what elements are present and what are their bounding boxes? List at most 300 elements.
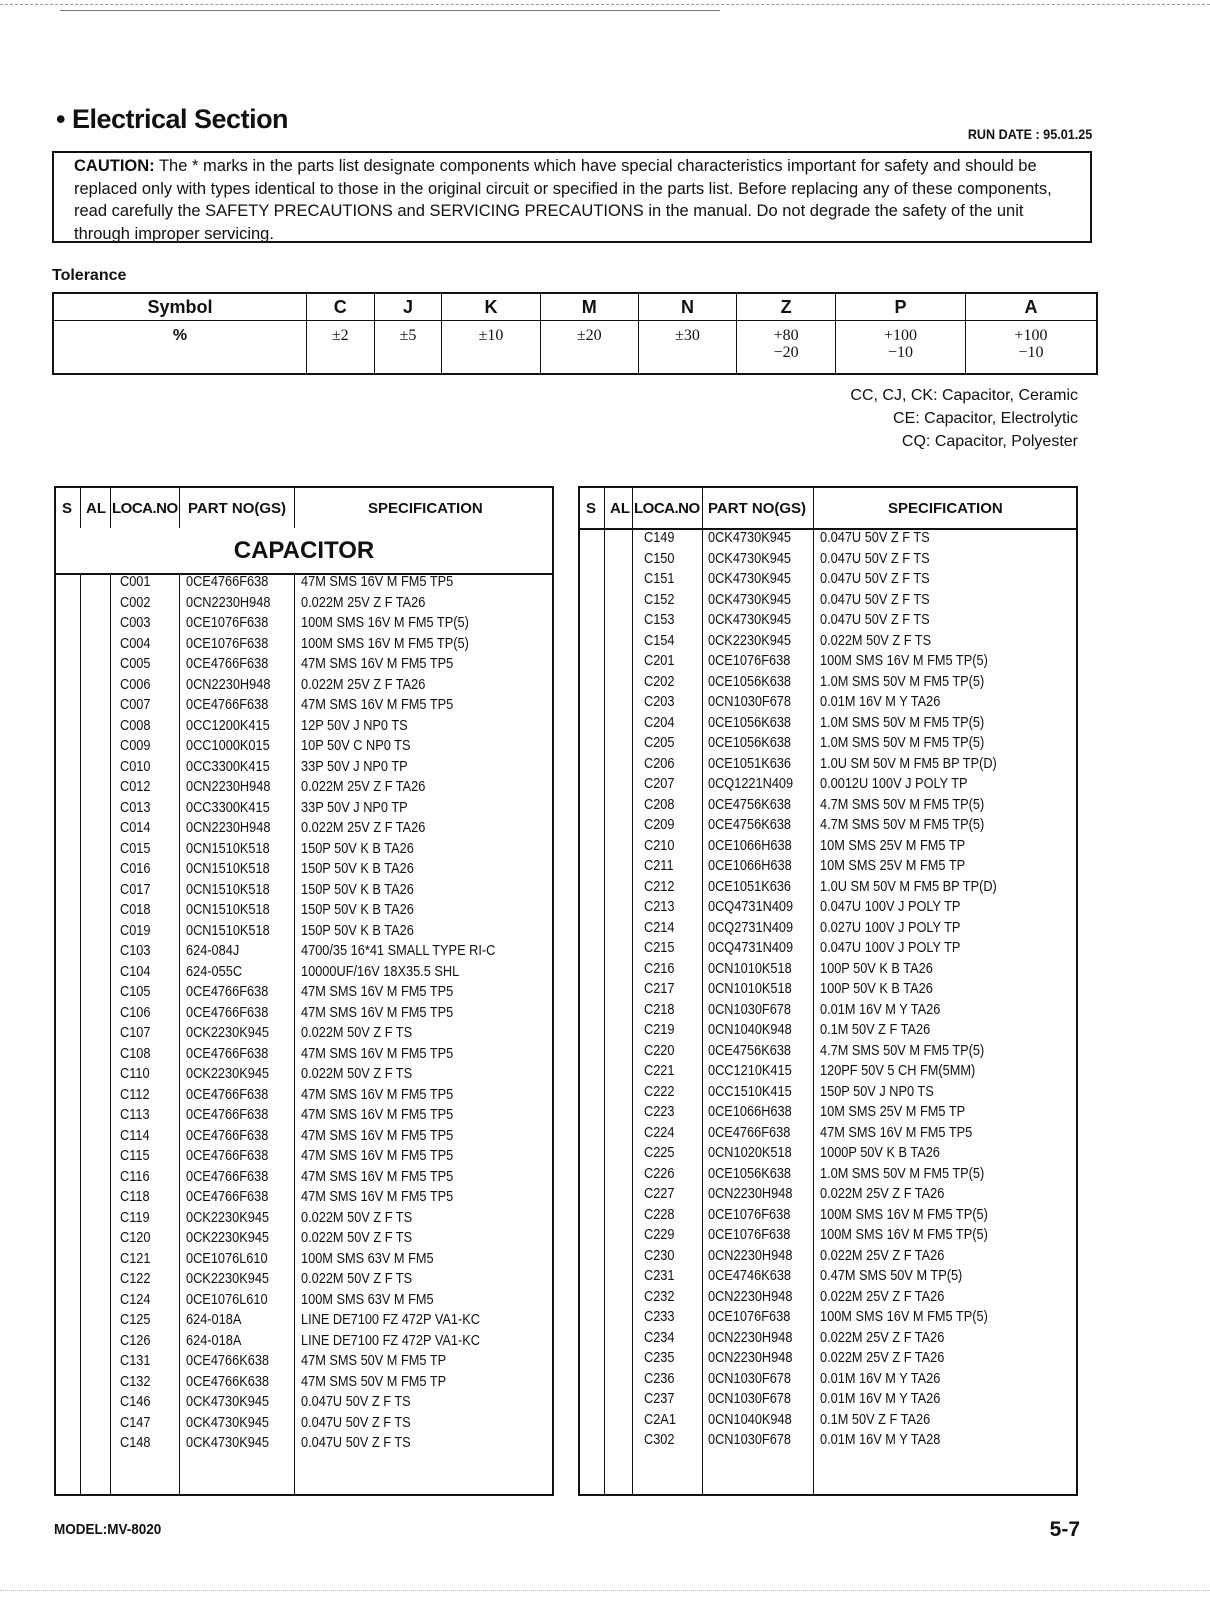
table-row	[56, 1292, 552, 1313]
specification-cell: 0.1M 50V Z F TA26	[820, 1022, 931, 1038]
tolerance-value-cell: ±5	[374, 321, 442, 375]
part-no-cell: 0CE1076F638	[708, 1309, 791, 1325]
loca-no-cell: C214	[644, 919, 675, 936]
specification-cell: 47M SMS 16V M FM5 TP5	[301, 697, 454, 713]
table-row	[56, 1087, 552, 1108]
header-specification: SPECIFICATION	[368, 500, 483, 517]
loca-no-cell: C113	[120, 1107, 150, 1123]
loca-no-cell: C112	[120, 1086, 150, 1103]
part-no-cell: 0CE4766F638	[186, 1148, 269, 1164]
tolerance-header-cell: P	[836, 293, 966, 321]
loca-no-cell: C236	[644, 1370, 675, 1387]
table-row	[580, 899, 1076, 920]
part-no-cell: 0CK4730K945	[708, 612, 792, 628]
part-no-cell: 0CN2230H948	[708, 1329, 793, 1346]
loca-no-cell: C005	[120, 656, 151, 672]
specification-cell: 47M SMS 16V M FM5 TP5	[301, 1127, 454, 1144]
table-row	[580, 1268, 1076, 1289]
specification-cell: LINE DE7100 FZ 472P VA1-KC	[301, 1312, 480, 1328]
part-no-cell: 0CK2230K945	[186, 1066, 270, 1082]
loca-no-cell: C015	[120, 840, 151, 857]
part-no-cell: 0CN1020K518	[708, 1145, 792, 1161]
loca-no-cell: C105	[120, 984, 151, 1000]
part-no-cell: 0CE4756K638	[708, 796, 792, 813]
part-no-cell: 0CN1030F678	[708, 1370, 792, 1387]
loca-no-cell: C222	[644, 1083, 675, 1100]
part-no-cell: 0CQ2731N409	[708, 919, 794, 936]
loca-no-cell: C148	[120, 1435, 151, 1451]
tolerance-header-cell: M	[540, 293, 638, 321]
legend-line: CQ: Capacitor, Polyester	[901, 433, 1078, 450]
part-no-cell: 0CN1510K518	[186, 840, 270, 857]
table-row	[56, 656, 552, 677]
legend-line: CC, CJ, CK: Capacitor, Ceramic	[850, 387, 1078, 404]
specification-cell: 0.047U 50V Z F TS	[820, 530, 930, 546]
specification-cell: 100P 50V K B TA26	[820, 981, 933, 997]
part-no-cell: 0CN1510K518	[186, 902, 270, 918]
part-no-cell: 0CN1040K948	[708, 1022, 792, 1038]
table-row	[56, 1210, 552, 1231]
specification-cell: 0.022M 25V Z F TA26	[820, 1350, 945, 1366]
loca-no-cell: C209	[644, 817, 675, 833]
tolerance-table	[52, 292, 1098, 375]
part-no-cell: 0CE4766F638	[186, 656, 269, 672]
loca-no-cell: C006	[120, 676, 151, 693]
table-row	[56, 1189, 552, 1210]
specification-cell: 10M SMS 25V M FM5 TP	[820, 1104, 966, 1120]
table-row	[580, 1022, 1076, 1043]
specification-cell: 100M SMS 16V M FM5 TP(5)	[301, 615, 469, 631]
loca-no-cell: C225	[644, 1145, 675, 1161]
part-no-cell: 0CE1076F638	[708, 653, 791, 669]
loca-no-cell: C110	[120, 1066, 150, 1082]
specification-cell: 1.0M SMS 50V M FM5 TP(5)	[820, 714, 985, 731]
table-row	[56, 1046, 552, 1067]
part-no-cell: 0CN2230H948	[186, 676, 271, 693]
table-row	[56, 1374, 552, 1395]
part-no-cell: 0CE4766F638	[186, 1045, 269, 1062]
part-no-cell: 0CC1210K415	[708, 1063, 792, 1079]
loca-no-cell: C120	[120, 1230, 151, 1246]
part-no-cell: 0CC1200K415	[186, 717, 270, 734]
loca-no-cell: C014	[120, 820, 151, 836]
loca-no-cell: C212	[644, 878, 675, 895]
part-no-cell: 624-084J	[186, 943, 240, 959]
specification-cell: 33P 50V J NP0 TP	[301, 758, 408, 775]
part-no-cell: 0CE4766K638	[186, 1353, 270, 1369]
table-row	[56, 841, 552, 862]
table-header	[56, 488, 552, 530]
loca-no-cell: C108	[120, 1045, 151, 1062]
part-no-cell: 0CN2230H948	[186, 820, 271, 836]
loca-no-cell: C232	[644, 1288, 675, 1305]
header-loca-no: LOCA.NO	[634, 500, 700, 517]
table-row	[56, 738, 552, 759]
loca-no-cell: C125	[120, 1312, 151, 1328]
tolerance-value-row	[53, 321, 1097, 375]
loca-no-cell: C149	[644, 530, 675, 546]
specification-cell: 150P 50V K B TA26	[301, 881, 414, 898]
specification-cell: 47M SMS 16V M FM5 TP5	[301, 1045, 454, 1062]
specification-cell: 47M SMS 50V M FM5 TP	[301, 1353, 447, 1369]
loca-no-cell: C017	[120, 881, 151, 898]
part-no-cell: 0CK4730K945	[708, 571, 792, 587]
table-row	[580, 694, 1076, 715]
specification-cell: 0.022M 25V Z F TA26	[301, 820, 426, 836]
table-row	[580, 1371, 1076, 1392]
loca-no-cell: C104	[120, 963, 151, 980]
page-number: 5-7	[1049, 1518, 1080, 1541]
table-row	[56, 820, 552, 841]
table-row	[580, 1309, 1076, 1330]
table-row	[56, 1394, 552, 1415]
loca-no-cell: C229	[644, 1227, 675, 1243]
table-row	[56, 902, 552, 923]
parts-table-left	[54, 486, 554, 1496]
bottom-border-line	[0, 1590, 1210, 1591]
specification-cell: 0.022M 25V Z F TA26	[301, 676, 426, 693]
part-no-cell: 0CE4766F638	[186, 697, 269, 713]
loca-no-cell: C132	[120, 1373, 151, 1390]
part-no-cell: 0CE1056K638	[708, 1165, 792, 1182]
part-no-cell: 0CN1010K518	[708, 960, 792, 977]
loca-no-cell: C003	[120, 615, 151, 631]
tolerance-header-cell: J	[374, 293, 442, 321]
specification-cell: 0.047U 50V Z F TS	[820, 612, 930, 628]
specification-cell: 0.047U 100V J POLY TP	[820, 940, 961, 956]
header-al: AL	[86, 500, 106, 517]
table-row	[56, 1271, 552, 1292]
specification-cell: 33P 50V J NP0 TP	[301, 799, 408, 816]
loca-no-cell: C206	[644, 755, 675, 772]
specification-cell: 47M SMS 16V M FM5 TP5	[301, 984, 454, 1000]
specification-cell: 0.022M 25V Z F TA26	[820, 1186, 945, 1202]
specification-cell: 10M SMS 25V M FM5 TP	[820, 837, 966, 854]
part-no-cell: 0CK4730K945	[708, 550, 792, 567]
table-row	[580, 1002, 1076, 1023]
loca-no-cell: C001	[120, 574, 151, 590]
table-row	[580, 1043, 1076, 1064]
loca-no-cell: C002	[120, 594, 151, 611]
table-row	[580, 1391, 1076, 1412]
table-row	[56, 1333, 552, 1354]
loca-no-cell: C226	[644, 1165, 675, 1182]
part-no-cell: 0CE1076L610	[186, 1291, 268, 1308]
specification-cell: 0.047U 100V J POLY TP	[820, 899, 961, 915]
specification-cell: 100M SMS 16V M FM5 TP(5)	[820, 1227, 988, 1243]
part-no-cell: 0CK2230K945	[708, 632, 792, 649]
table-row	[580, 1227, 1076, 1248]
part-no-cell: 0CE1076F638	[708, 1206, 791, 1223]
tolerance-value-cell: +80 −20	[737, 321, 836, 375]
specification-cell: 12P 50V J NP0 TS	[301, 717, 408, 734]
table-row	[580, 858, 1076, 879]
tolerance-label: Tolerance	[52, 267, 127, 284]
table-row	[56, 861, 552, 882]
specification-cell: 1000P 50V K B TA26	[820, 1145, 940, 1161]
table-row	[580, 1166, 1076, 1187]
specification-cell: 0.027U 100V J POLY TP	[820, 919, 961, 936]
specification-cell: 0.047U 50V Z F TS	[820, 591, 930, 608]
capacitor-section-title: CAPACITOR	[56, 528, 552, 575]
loca-no-cell: C009	[120, 738, 151, 754]
part-no-cell: 0CK2230K945	[186, 1230, 270, 1246]
specification-cell: 120PF 50V 5 CH FM(5MM)	[820, 1063, 976, 1079]
loca-no-cell: C217	[644, 981, 675, 997]
table-row	[580, 1207, 1076, 1228]
specification-cell: 47M SMS 16V M FM5 TP5	[301, 1107, 454, 1123]
part-no-cell: 0CK2230K945	[186, 1271, 270, 1287]
specification-cell: 0.01M 16V M Y TA26	[820, 1001, 941, 1018]
loca-no-cell: C210	[644, 837, 675, 854]
footer-model: MODEL:MV-8020	[54, 1521, 162, 1538]
specification-cell: 100M SMS 16V M FM5 TP(5)	[820, 1206, 988, 1223]
specification-cell: 0.022M 50V Z F TS	[820, 632, 932, 649]
part-no-cell: 0CN2230H948	[186, 779, 271, 795]
loca-no-cell: C302	[644, 1432, 675, 1448]
header-part-no: PART NO(GS)	[708, 500, 807, 517]
specification-cell: 47M SMS 16V M FM5 TP5	[301, 1189, 454, 1205]
specification-cell: 100M SMS 16V M FM5 TP(5)	[820, 653, 988, 669]
loca-no-cell: C208	[644, 796, 675, 813]
specification-cell: 0.022M 50V Z F TS	[301, 1230, 413, 1246]
table-row	[56, 697, 552, 718]
part-no-cell: 0CN1030F678	[708, 1391, 792, 1407]
top-border-line	[0, 4, 1210, 5]
specification-cell: 47M SMS 16V M FM5 TP5	[301, 574, 454, 590]
specification-cell: 1.0M SMS 50V M FM5 TP(5)	[820, 1165, 985, 1182]
loca-no-cell: C223	[644, 1104, 675, 1120]
table-row	[56, 923, 552, 944]
table-header	[580, 488, 1076, 530]
table-row	[56, 574, 552, 595]
part-no-cell: 0CE1066H638	[708, 837, 792, 854]
specification-cell: 0.47M SMS 50V M TP(5)	[820, 1268, 963, 1284]
specification-cell: 4.7M SMS 50V M FM5 TP(5)	[820, 1042, 985, 1059]
table-row	[580, 653, 1076, 674]
header-loca-no: LOCA.NO	[112, 500, 178, 517]
specification-cell: 0.022M 25V Z F TA26	[820, 1247, 945, 1264]
loca-no-cell: C234	[644, 1329, 675, 1346]
tolerance-header-row	[53, 293, 1097, 321]
loca-no-cell: C146	[120, 1394, 151, 1410]
header-s: S	[586, 500, 597, 517]
table-row	[580, 961, 1076, 982]
table-row	[580, 1412, 1076, 1433]
loca-no-cell: C205	[644, 735, 675, 751]
table-row	[580, 1432, 1076, 1453]
table-row	[580, 1125, 1076, 1146]
part-no-cell: 0CN1040K948	[708, 1411, 792, 1428]
tolerance-value-cell: ±2	[306, 321, 374, 375]
part-no-cell: 0CC1510K415	[708, 1083, 792, 1100]
part-no-cell: 0CE1076L610	[186, 1250, 268, 1267]
specification-cell: 47M SMS 16V M FM5 TP5	[301, 656, 454, 672]
caution-label: CAUTION:	[74, 157, 155, 175]
part-no-cell: 0CN1510K518	[186, 922, 270, 939]
specification-cell: 1.0U SM 50V M FM5 BP TP(D)	[820, 755, 997, 772]
specification-cell: 150P 50V K B TA26	[301, 922, 414, 939]
loca-no-cell: C019	[120, 922, 151, 939]
loca-no-cell: C103	[120, 943, 151, 959]
table-row	[56, 1066, 552, 1087]
part-no-cell: 0CE4766F638	[186, 1189, 269, 1205]
specification-cell: 0.0012U 100V J POLY TP	[820, 776, 968, 792]
tolerance-value-cell: %	[53, 321, 306, 375]
loca-no-cell: C207	[644, 776, 675, 792]
legend-line: CE: Capacitor, Electrolytic	[893, 410, 1078, 427]
table-row	[56, 1005, 552, 1026]
loca-no-cell: C230	[644, 1247, 675, 1264]
table-row	[56, 1128, 552, 1149]
specification-cell: 0.047U 50V Z F TS	[301, 1414, 411, 1431]
loca-no-cell: C010	[120, 758, 151, 775]
part-no-cell: 0CE4766F638	[186, 984, 269, 1000]
header-part-no: PART NO(GS)	[188, 500, 287, 517]
part-no-cell: 0CK4730K945	[708, 591, 792, 608]
specification-cell: 10M SMS 25V M FM5 TP	[820, 858, 966, 874]
table-row	[580, 592, 1076, 613]
specification-cell: 47M SMS 16V M FM5 TP5	[301, 1168, 454, 1185]
part-no-cell: 624-018A	[186, 1332, 242, 1349]
loca-no-cell: C224	[644, 1124, 675, 1141]
specification-cell: 100M SMS 63V M FM5	[301, 1291, 434, 1308]
loca-no-cell: C122	[120, 1271, 151, 1287]
part-no-cell: 0CE4746K638	[708, 1268, 792, 1284]
part-no-cell: 0CN2230H948	[708, 1288, 793, 1305]
part-no-cell: 624-018A	[186, 1312, 242, 1328]
loca-no-cell: C2A1	[644, 1411, 676, 1428]
part-no-cell: 0CE1056K638	[708, 673, 792, 690]
header-al: AL	[610, 500, 630, 517]
part-no-cell: 0CE1051K636	[708, 755, 792, 772]
specification-cell: 0.01M 16V M Y TA26	[820, 1391, 941, 1407]
loca-no-cell: C235	[644, 1350, 675, 1366]
part-no-cell: 0CE4756K638	[708, 1042, 792, 1059]
loca-no-cell: C013	[120, 799, 151, 816]
table-row	[580, 715, 1076, 736]
table-row	[580, 920, 1076, 941]
specification-cell: 47M SMS 50V M FM5 TP	[301, 1373, 447, 1390]
table-row	[56, 1435, 552, 1456]
table-row	[56, 1230, 552, 1251]
part-no-cell: 0CC3300K415	[186, 758, 270, 775]
loca-no-cell: C221	[644, 1063, 675, 1079]
table-row	[580, 879, 1076, 900]
tolerance-value-cell: ±10	[442, 321, 540, 375]
part-no-cell: 0CN1510K518	[186, 881, 270, 898]
part-no-cell: 0CK2230K945	[186, 1025, 270, 1041]
table-row	[580, 1350, 1076, 1371]
tolerance-header-cell: A	[965, 293, 1097, 321]
table-row	[56, 1107, 552, 1128]
table-row	[580, 571, 1076, 592]
loca-no-cell: C237	[644, 1391, 675, 1407]
table-row	[56, 1025, 552, 1046]
table-row	[56, 882, 552, 903]
part-no-cell: 0CK4730K945	[708, 530, 792, 546]
parts-table-right	[578, 486, 1078, 1496]
loca-no-cell: C228	[644, 1206, 675, 1223]
specification-cell: 0.01M 16V M Y TA28	[820, 1432, 941, 1448]
specification-cell: 0.01M 16V M Y TA26	[820, 1370, 941, 1387]
part-no-cell: 0CE4766K638	[186, 1373, 270, 1390]
table-row	[56, 615, 552, 636]
table-row	[580, 1248, 1076, 1269]
loca-no-cell: C114	[120, 1127, 150, 1144]
table-row	[580, 1330, 1076, 1351]
table-row	[56, 636, 552, 657]
loca-no-cell: C119	[120, 1209, 150, 1226]
table-row	[56, 1148, 552, 1169]
loca-no-cell: C124	[120, 1291, 151, 1308]
part-no-cell: 0CE4766F638	[186, 1127, 269, 1144]
part-no-cell: 0CN1030F678	[708, 694, 792, 710]
tolerance-value-cell: +100 −10	[965, 321, 1097, 375]
specification-cell: 0.047U 50V Z F TS	[301, 1435, 411, 1451]
table-row	[580, 735, 1076, 756]
tolerance-value-cell: ±20	[540, 321, 638, 375]
table-row	[56, 1251, 552, 1272]
tolerance-header-cell: K	[442, 293, 540, 321]
part-no-cell: 0CE1066H638	[708, 1104, 792, 1120]
part-no-cell: 0CE4766F638	[186, 1086, 269, 1103]
table-row	[580, 838, 1076, 859]
specification-cell: 150P 50V K B TA26	[301, 902, 414, 918]
specification-cell: 0.022M 50V Z F TS	[301, 1209, 413, 1226]
part-no-cell: 0CN2230H948	[708, 1186, 793, 1202]
tolerance-header-cell: C	[306, 293, 374, 321]
specification-cell: 1.0M SMS 50V M FM5 TP(5)	[820, 673, 985, 690]
specification-cell: 1.0U SM 50V M FM5 BP TP(D)	[820, 878, 997, 895]
part-no-cell: 0CK2230K945	[186, 1209, 270, 1226]
part-no-cell: 0CE1066H638	[708, 858, 792, 874]
specification-cell: 0.047U 50V Z F TS	[820, 550, 930, 567]
loca-no-cell: C231	[644, 1268, 675, 1284]
part-no-cell: 0CN1010K518	[708, 981, 792, 997]
tolerance-header-cell: Z	[737, 293, 836, 321]
specification-cell: 100P 50V K B TA26	[820, 960, 933, 977]
part-no-cell: 0CN1510K518	[186, 861, 270, 877]
table-row	[56, 779, 552, 800]
specification-cell: LINE DE7100 FZ 472P VA1-KC	[301, 1332, 480, 1349]
part-no-cell: 0CN1030F678	[708, 1432, 792, 1448]
part-no-cell: 0CE1076F638	[186, 615, 269, 631]
table-row	[580, 756, 1076, 777]
loca-no-cell: C018	[120, 902, 151, 918]
loca-no-cell: C131	[120, 1353, 151, 1369]
part-no-cell: 0CK4730K945	[186, 1414, 270, 1431]
loca-no-cell: C227	[644, 1186, 675, 1202]
loca-no-cell: C121	[120, 1250, 151, 1267]
specification-cell: 0.1M 50V Z F TA26	[820, 1411, 931, 1428]
loca-no-cell: C016	[120, 861, 151, 877]
part-no-cell: 0CE4766F638	[186, 1168, 269, 1185]
header-specification: SPECIFICATION	[888, 500, 1003, 517]
table-row	[580, 981, 1076, 1002]
specification-cell: 0.022M 50V Z F TS	[301, 1025, 413, 1041]
specification-cell: 47M SMS 16V M FM5 TP5	[820, 1124, 973, 1141]
specification-cell: 0.022M 25V Z F TA26	[820, 1329, 945, 1346]
specification-cell: 0.047U 50V Z F TS	[301, 1394, 411, 1410]
loca-no-cell: C152	[644, 591, 675, 608]
top-rule	[60, 10, 720, 11]
table-row	[580, 776, 1076, 797]
loca-no-cell: C233	[644, 1309, 675, 1325]
loca-no-cell: C007	[120, 697, 151, 713]
part-no-cell: 0CN2230H948	[708, 1350, 793, 1366]
table-row	[580, 612, 1076, 633]
